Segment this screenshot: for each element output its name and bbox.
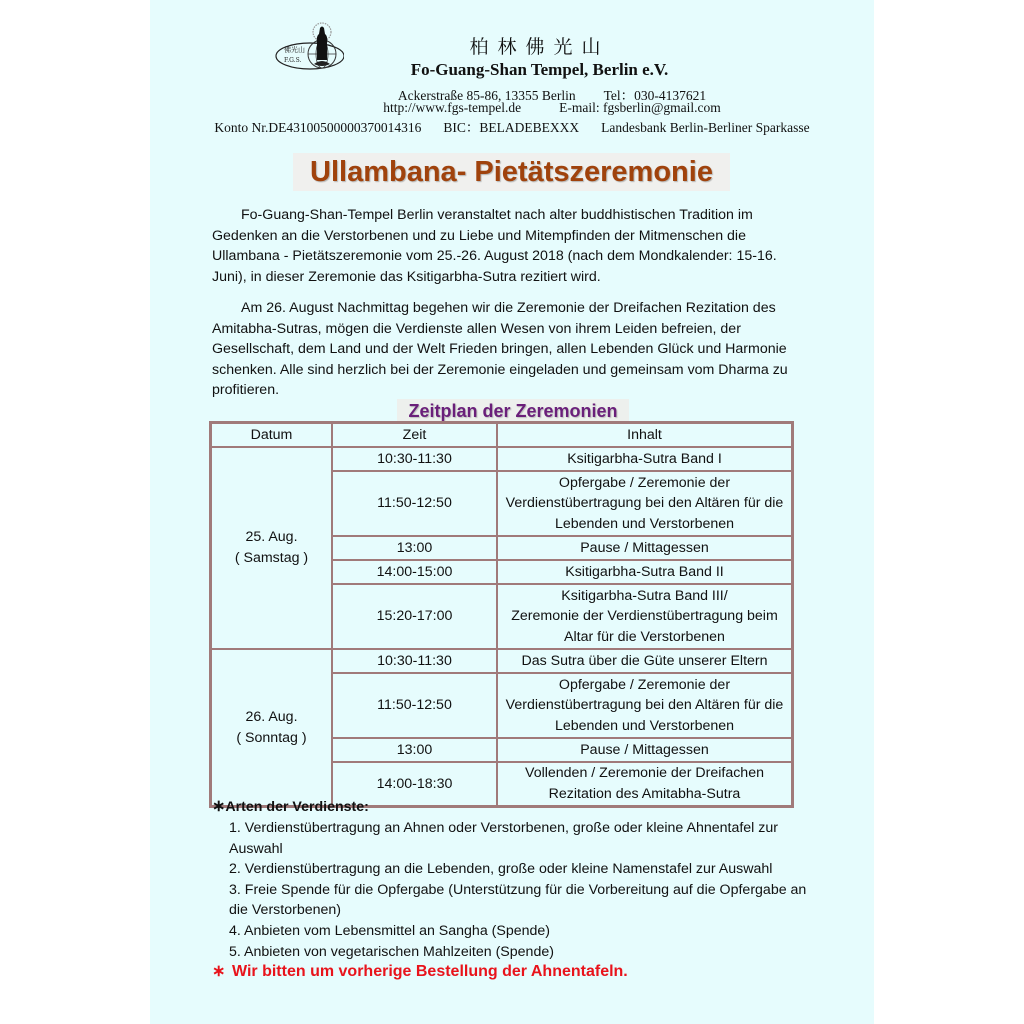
date: 25. Aug. <box>245 529 298 546</box>
page-title: Ullambana- Pietätszeremonie <box>293 153 730 191</box>
content-cell <box>497 560 792 584</box>
letterhead <box>150 0 874 140</box>
header-datum: Datum <box>211 423 332 447</box>
time-cell: 13:00 <box>332 738 497 762</box>
content-line: Pause / Mittagessen <box>580 539 709 556</box>
content-line: Das Sutra über die Güte unserer Eltern <box>521 652 768 669</box>
header-inhalt: Inhalt <box>497 423 792 447</box>
content-line: Opfergabe / Zeremonie der <box>558 474 731 491</box>
content-cell <box>497 673 792 738</box>
content-line: Lebenden und Verstorbenen <box>554 717 735 734</box>
time-cell: 13:00 <box>332 536 497 560</box>
content-line: Ksitigarbha-Sutra Band III/ <box>561 587 728 604</box>
chinese-org-name: 柏林佛光山 <box>469 36 610 58</box>
notice-text: Wir bitten um vorherige Bestellung der Ahnentafeln. <box>232 963 628 980</box>
asterisk-icon: ∗ <box>212 798 226 815</box>
content-cell <box>497 471 792 536</box>
contact-line <box>150 100 874 116</box>
content-line: Ksitigarbha-Sutra Band II <box>565 563 724 580</box>
content-line: Verdienstübertragung bei den Altären für die <box>505 697 784 714</box>
time-cell: 14:00-18:30 <box>332 762 497 806</box>
ceremony-paragraph-text: Am 26. August Nachmittag begehen wir die Zeremonie der Dreifachen Rezitation des Amitabha-Sutras, mögen die Verdienste allen Wesen von ihrem Leiden befreien, der Gesellschaft, dem Land und der Welt Frieden bringen, allen Lebenden Glück und Harmonie schenken. Alle sind herzlich bei der Zeremonie eingeladen und gemeinsam vom Dharma zu profitieren. <box>212 300 788 399</box>
schedule-table <box>209 421 794 808</box>
time-cell: 10:30-11:30 <box>332 447 497 471</box>
content-cell <box>497 447 792 471</box>
content-line: Ksitigarbha-Sutra Band I <box>567 450 722 467</box>
flyer-page <box>150 0 874 1024</box>
content-line: Rezitation des Amitabha-Sutra <box>548 786 741 802</box>
time-cell: 10:30-11:30 <box>332 649 497 673</box>
svg-text:佛光山: 佛光山 <box>284 46 305 54</box>
table-header-row <box>211 423 792 447</box>
table-row <box>211 649 792 673</box>
asterisk-icon: ∗ <box>212 963 226 980</box>
content-line: Altar für die Verstorbenen <box>564 628 725 645</box>
content-line: Vollenden / Zeremonie der Dreifachen <box>525 765 764 782</box>
order-notice <box>212 961 628 983</box>
account-number: Konto Nr.DE43100500000370014316 <box>214 120 422 135</box>
time-cell: 15:20-17:00 <box>332 584 497 649</box>
ceremony-paragraph <box>212 298 812 401</box>
bank-name: Landesbank Berlin-Berliner Sparkasse <box>601 120 810 135</box>
date-cell <box>211 447 332 649</box>
date: 26. Aug. <box>245 708 298 725</box>
intro-paragraph-text: Fo-Guang-Shan-Tempel Berlin veranstaltet nach alter buddhistischen Tradition im Gedenken an die Verstorbenen und zu Liebe und Mitempfinden der Mitmenschen die Ullambana - Pietätszeremonie vom 25.-26. August 2018 (nach dem Mondkalender: 15-16. Juni), in dieser Zeremonie das Ksitigarbha-Sutra rezitiert wird. <box>212 207 777 285</box>
merits-heading <box>212 797 369 817</box>
phone: Tel：030-4137621 <box>603 88 707 103</box>
content-cell <box>497 649 792 673</box>
content-cell <box>497 584 792 649</box>
merits-title: Arten der Verdienste: <box>225 799 369 815</box>
website-link[interactable]: http://www.fgs-tempel.de <box>383 100 522 115</box>
address: Ackerstraße 85-86, 13355 Berlin <box>397 88 576 103</box>
bic: BIC：BELADEBEXXX <box>443 120 580 135</box>
content-line: Opfergabe / Zeremonie der <box>558 676 731 693</box>
content-line: Verdienstübertragung bei den Altären für die <box>505 495 784 512</box>
content-cell <box>497 536 792 560</box>
content-line: Lebenden und Verstorbenen <box>554 515 735 532</box>
table-row <box>211 447 792 471</box>
time-cell: 14:00-15:00 <box>332 560 497 584</box>
svg-text:F.G.S.: F.G.S. <box>284 57 302 64</box>
intro-paragraph <box>212 205 812 287</box>
org-name: Fo-Guang-Shan Tempel, Berlin e.V. <box>410 60 669 79</box>
content-cell <box>497 738 792 762</box>
weekday: ( Sonntag ) <box>236 729 307 746</box>
list-item: 4. Anbieten vom Lebensmittel an Sangha (Spende) <box>229 922 551 939</box>
date-cell <box>211 649 332 806</box>
merits-list <box>229 818 809 962</box>
bank-line <box>150 116 874 136</box>
content-line: Pause / Mittagessen <box>580 741 709 758</box>
schedule-title: Zeitplan der Zeremonien <box>397 399 629 423</box>
list-item: 1. Verdienstübertragung an Ahnen oder Verstorbenen, große oder kleine Ahnentafel zur Auswahl <box>229 820 778 857</box>
list-item: 2. Verdienstübertragung an die Lebenden, große oder kleine Namenstafel zur Auswahl <box>229 861 773 878</box>
content-line: Zeremonie der Verdienstübertragung beim <box>511 608 778 625</box>
time-cell: 11:50-12:50 <box>332 673 497 738</box>
list-item: 5. Anbieten von vegetarischen Mahlzeiten (Spende) <box>229 943 554 960</box>
header-zeit: Zeit <box>332 423 497 447</box>
time-cell: 11:50-12:50 <box>332 471 497 536</box>
email-link[interactable]: E-mail: fgsberlin@gmail.com <box>559 100 721 115</box>
weekday: ( Samstag ) <box>234 550 309 566</box>
content-cell <box>497 762 792 806</box>
list-item: 3. Freie Spende für die Opfergabe (Unterstützung für die Vorbereitung auf die Opfergabe an die Verstorbenen) <box>229 881 807 919</box>
